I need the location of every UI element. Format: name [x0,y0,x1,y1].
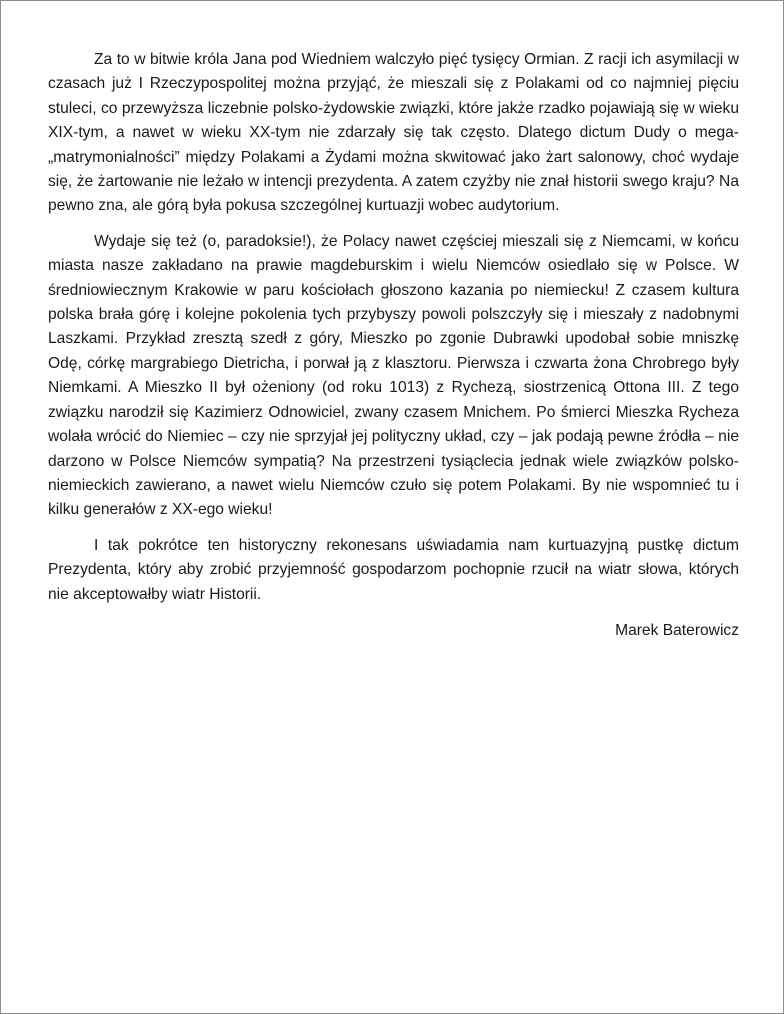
author-signature: Marek Baterowicz [615,621,739,639]
document-body [48,48,739,654]
paragraph-3: I tak pokrótce ten historyczny rekonesans uświadamia nam kurtuazyjną pustkę dictum Prezydenta, który aby zrobić przyjemność gospodarzom pochopnie rzucił na wiatr słowa, których nie akceptowałby wiatr Historii. [48,536,739,603]
paragraph-1: Za to w bitwie króla Jana pod Wiedniem walczyło pięć tysięcy Ormian. Z racji ich asymilacji w czasach już I Rzeczypospolitej można przyjąć, że mieszali się z Polakami od co najmniej pięciu stuleci, co przewyższa liczebnie polsko-żydowskie związki, które jakże rzadko pojawiają się w wieku XIX-tym, a nawet w wieku XX-tym nie zdarzały się tak często. Dlatego dictum Dudy o mega-„matrymonialności” między Polakami a Żydami można skwitować jako żart salonowy, choć wydaje się, że żartowanie nie leżało w intencji prezydenta. A zatem czyżby nie znał historii swego kraju? Na pewno zna, ale górą była pokusa szczególnej kurtuazji wobec audytorium. [48,51,739,215]
paragraph-2: Wydaje się też (o, paradoksie!), że Polacy nawet częściej mieszali się z Niemcami, w końcu miasta nasze zakładano na prawie magdeburskim i wielu Niemców osiedlało się w Polsce. W średniowiecznym Krakowie w paru kościołach głoszono kazania po niemiecku! Z czasem kultura polska brała górę i kolejne pokolenia tych przybyszy powoli polszczyły się i mieszały z nadobnymi Laszkami. Przykład zresztą szedł z góry, Mieszko po zgonie Dubrawki upodobał sobie mniszkę Odę, córkę margrabiego Dietricha, i porwał ją z klasztoru. Pierwsza i czwarta żona Chrobrego były Niemkami. A Mieszko II był ożeniony (od roku 1013) z Rychezą, siostrzenicą Ottona III. Z tego związku narodził się Kazimierz Odnowiciel, zwany czasem Mnichem. Po śmierci Mieszka Rycheza wolała wrócić do Niemiec – czy nie sprzyjał jej polityczny układ, czy – jak podają pewne źródła – nie darzono w Polsce Niemców sympatią? Na przestrzeni tysiąclecia jednak wiele związków polsko-niemieckich zawierano, a nawet wielu Niemców czuło się potem Polakami. By nie wspomnieć tu i kilku generałów z XX-ego wieku! [48,232,739,519]
